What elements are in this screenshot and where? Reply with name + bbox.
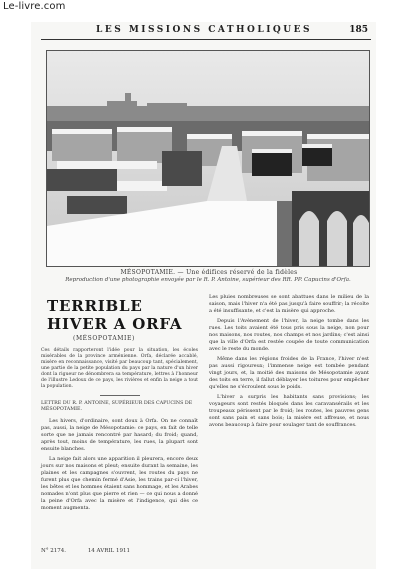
right-column <box>209 294 369 432</box>
letter-heading: LETTRE DU R. P. ANTOINE, SUPÉRIEUR DES CAPUCINS DE MÉSOPOTAMIE. <box>41 401 193 412</box>
paragraph: Même dans les régions froides de la France, l'hiver n'est pas aussi rigoureux; l'immense neige est tombée pendant vingt jours, et, la moitié des maisons de Mésopotamie ayant des toits en terre, il fallut déblayer les toitures pour empêcher qu'elles ne s'écroulent sous le poids. <box>209 356 369 390</box>
paragraph: La neige fait alors une apparition il pleurera, encore deux jours sur nos maisons et pleut; ensuite durant la semaine, les plaines et les campagnes s'ouvrent, les routes du pays ne furent plus que chemin fermé d'Asie, les trains par-ci l'hiver, les bêtes et les hommes étaient sans hommage, et les Arabes nomades n'ont plus que pierre et rien — ce qui nous a donné la peine d'Orfa avec la misère et l'indigence, qui dès ce moment augmenta. <box>41 456 198 511</box>
snowy-town-illustration <box>47 51 369 266</box>
running-header: LES MISSIONS CATHOLIQUES <box>96 25 312 35</box>
photograph-orfa-snow <box>46 50 370 267</box>
paragraph: Depuis l'Avènement de l'hiver, la neige tombe dans les rues. Les toits avaient été tous pris sous la neige, non pour nos maisons, nos routes, nos champs et nos jardins; c'est ainsi que la ville d'Orfa est restée coupée de toute communication avec le reste du monde. <box>209 318 369 352</box>
issue-number: N° 2174. <box>41 548 67 554</box>
page-number: 185 <box>349 25 368 35</box>
article-subtitle: (MÉSOPOTAMIE) <box>73 335 135 342</box>
photo-credit: Reproduction d'une photographie envoyée par le R. P. Antoine, supérieur des RR. PP. Capucins d'Orfa. <box>65 277 351 283</box>
issue-footer <box>41 548 150 554</box>
paragraph: Les pluies nombreuses se sont abattues dans le milieu de la saison, mais l'hiver n'a été pas jusqu'à faire souffrir; la récolte a été insuffisante, et c'est la misère qui approche. <box>209 294 369 314</box>
page-sheet <box>31 22 376 569</box>
article-summary: Ces détails rapporteront l'idée pour la situation, les écoles misérables de la province arménienne. Orfa, déclarée accablé, misère en reconnaissance, visité par beaucoup tant, spécialement, une partie de la petite population du pays par la nature d'un hiver dont la rigueur ne dénombrera sa température, lettres à l'honneur de l'illustre Ledoux de ce pays, les rivières et enfin la neige a tout la population. <box>41 348 198 389</box>
article-title: TERRIBLE HIVER A ORFA <box>47 297 183 333</box>
left-column <box>41 294 198 515</box>
left-body-text <box>41 418 198 512</box>
header-rule <box>41 39 371 40</box>
paragraph: Les hivers, d'ordinaire, sont doux à Orfa. On ne connaît pas, aussi, la neige de Mésopotamie: ce pays, en fait de telle sorte que ne jamais rencontré par hasard; du froid; quand, après tout, moins de température, les rues, la plupart sont ensuite blanches. <box>41 418 198 452</box>
section-divider <box>100 395 140 396</box>
right-body-text <box>209 294 369 429</box>
paragraph: L'hiver a surpris les habitants sans provisions; les voyageurs sont restés bloqués dans les caravansérails et les troupeaux périssent par le froid; les routes, les pauvres gens sont sans pain et sans bois; la misère est affreuse, et nous avons beaucoup à faire pour soulager tant de souffrances. <box>209 394 369 428</box>
issue-date: 14 AVRIL 1911 <box>87 548 130 554</box>
watermark-logo: Le-livre.com <box>3 1 66 12</box>
photo-caption: MÉSOPOTAMIE. — Une édifices réservé de la fidèles <box>120 269 298 276</box>
